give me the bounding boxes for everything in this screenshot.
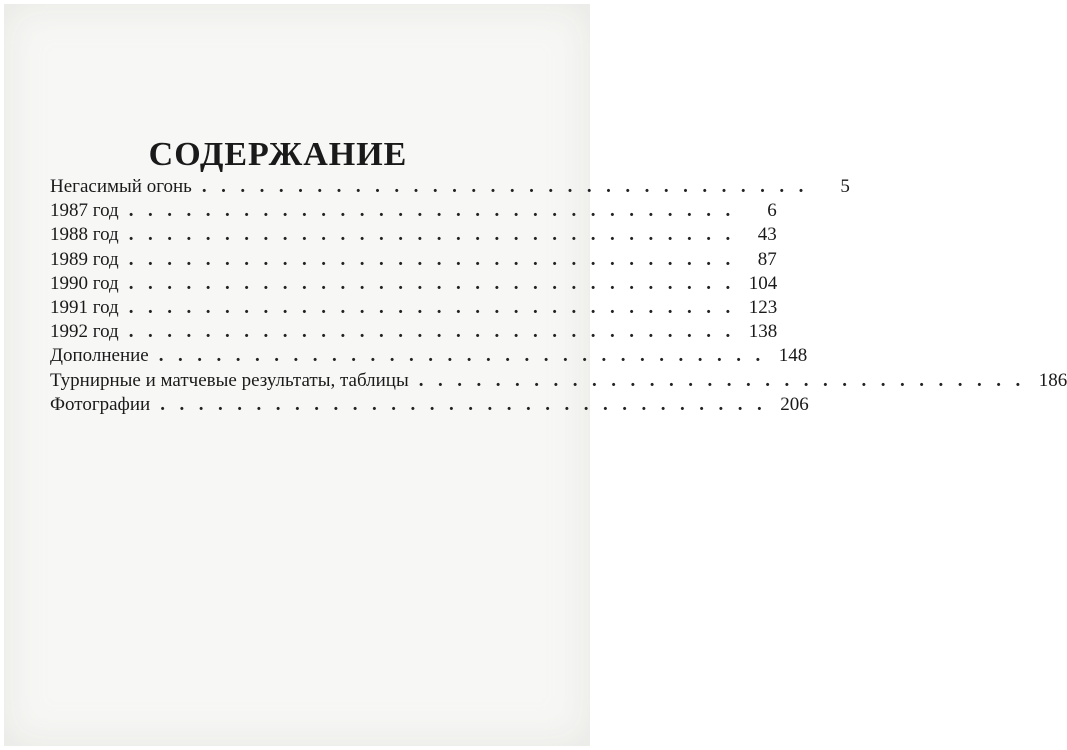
toc-entry-label: 1988 год [50,224,119,246]
toc-entry-page: 43 [757,224,777,246]
toc-leader-dots: ................................ [160,393,777,415]
toc-leader-dots: ................................ [128,224,745,246]
toc-title: СОДЕРЖАНИЕ [148,136,408,173]
toc-entry-page: 148 [778,345,808,367]
toc-entry-label: 1987 год [50,200,119,222]
toc-entry-label: Турнирные и матчевые результаты, таблицы [50,369,409,391]
toc-leader-dots: ................................ [201,176,818,197]
toc-leader-dots: ................................ [128,200,745,222]
toc-leader-dots: ................................ [128,296,745,318]
toc-entry-page: 206 [780,393,809,415]
toc-entry-page: 138 [748,321,778,343]
toc-leader-dots: ................................ [418,369,1035,391]
toc-leader-dots: ................................ [158,345,775,367]
toc-leader-dots: ................................ [128,272,745,294]
toc-entry-page: 123 [748,296,778,318]
toc-entry [50,248,777,273]
toc-entry [50,321,778,345]
toc-entry-page: 5 [840,176,850,197]
toc-entry-label: 1990 год [50,272,119,294]
toc-entry-label: 1989 год [50,248,119,270]
toc-entry [50,369,1067,394]
toc-list [50,176,1067,418]
toc-leader-dots: ................................ [128,248,745,270]
toc-entry-page: 87 [757,248,777,270]
toc-entry-page: 104 [748,272,778,294]
toc-entry-page: 186 [1038,369,1067,391]
toc-entry [50,393,809,418]
toc-entry [50,200,777,224]
toc-entry [50,345,808,369]
toc-entry-label: Фотографии [50,393,151,415]
toc-entry-label: 1991 год [50,296,119,318]
toc-entry-label: Дополнение [50,345,149,367]
toc-entry-label: 1992 год [50,321,119,343]
toc-entry [50,224,777,248]
toc-entry-page: 6 [767,200,777,222]
toc-entry [50,176,850,200]
toc-entry [50,296,778,321]
toc-entry [50,272,778,297]
toc-leader-dots: ................................ [128,321,745,343]
book-page [4,4,1067,746]
toc-entry-label: Негасимый огонь [50,176,192,197]
